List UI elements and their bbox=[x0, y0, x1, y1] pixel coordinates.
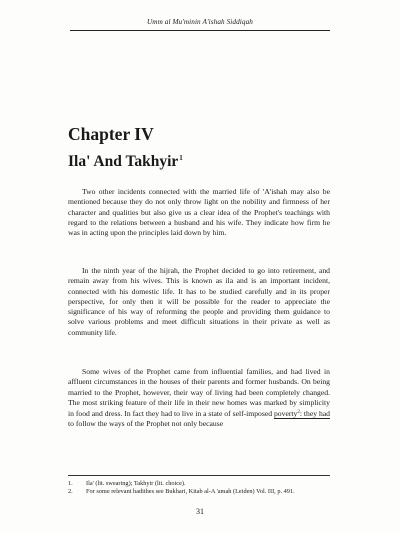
underlined-phrase bbox=[274, 409, 330, 419]
footnote-1 bbox=[68, 480, 330, 488]
footnote-number: 2. bbox=[68, 488, 73, 496]
paragraph-text: In the ninth year of the hijrah, the Prophet decided to go into retirement, and remain away from his wives. This is known as ila and is an important incident, connected with his domestic life. It has to be studied carefully and in its proper perspective, for only then it will be possible for the reader to appreciate the significance of his way of reforming the people and providing them guidance to solve various problems and meet difficult situations in their private as well as community life. bbox=[68, 266, 330, 337]
footnote-rule bbox=[68, 475, 330, 476]
paragraph-3-after: to follow the ways of the Prophet not only because bbox=[68, 419, 224, 429]
paragraph-3-before: Some wives of the Prophet came from influential families, and had lived in affluent circumstances in the houses of their parents and former husbands. On being married to the Prophet, however, their way of living had been completely changed. The most striking feature of their life in their new homes was marked by simplicity in food and dress. In fact they had to live in a state of self-imposed bbox=[68, 367, 330, 419]
footnote-ref-2: 2 bbox=[297, 410, 300, 416]
paragraph-1 bbox=[68, 187, 330, 248]
paragraph-text bbox=[68, 367, 330, 430]
paragraph-2 bbox=[68, 266, 330, 348]
page-number: 31 bbox=[196, 507, 204, 516]
header-rule bbox=[70, 30, 330, 31]
running-head: Umm al Mu'minin A'ishah Siddiqah bbox=[147, 18, 253, 26]
chapter-title-text: Ila' And Takhyir bbox=[68, 153, 179, 170]
footnote-text: For some relevant hadithes see Bukhari, Kitab al-A 'amah (Leiden) Vol. III, p. 491. bbox=[86, 488, 295, 496]
underlined-word: poverty bbox=[273, 409, 298, 419]
footnotes bbox=[68, 480, 330, 497]
footnote-number: 1. bbox=[68, 480, 73, 487]
footnote-text: Ila' (lit. swearing); Takhyir (lit. choice). bbox=[86, 480, 186, 487]
footnote-2 bbox=[68, 488, 330, 496]
underlined-after: : they had bbox=[299, 409, 330, 419]
footnote-ref-1: 1 bbox=[179, 154, 183, 162]
chapter-title bbox=[68, 153, 183, 171]
paragraph-text: Two other incidents connected with the married life of 'A'ishah may also be mentioned because they do not only throw light on the nobility and firmness of her character and qualities but also give us a clear idea of the Prophet's teachings with regard to the relations between a husband and his wife. They indicate how firm he was in acting upon the principles laid down by him. bbox=[68, 187, 330, 238]
chapter-label: Chapter IV bbox=[68, 124, 154, 144]
paragraph-3 bbox=[68, 367, 330, 440]
